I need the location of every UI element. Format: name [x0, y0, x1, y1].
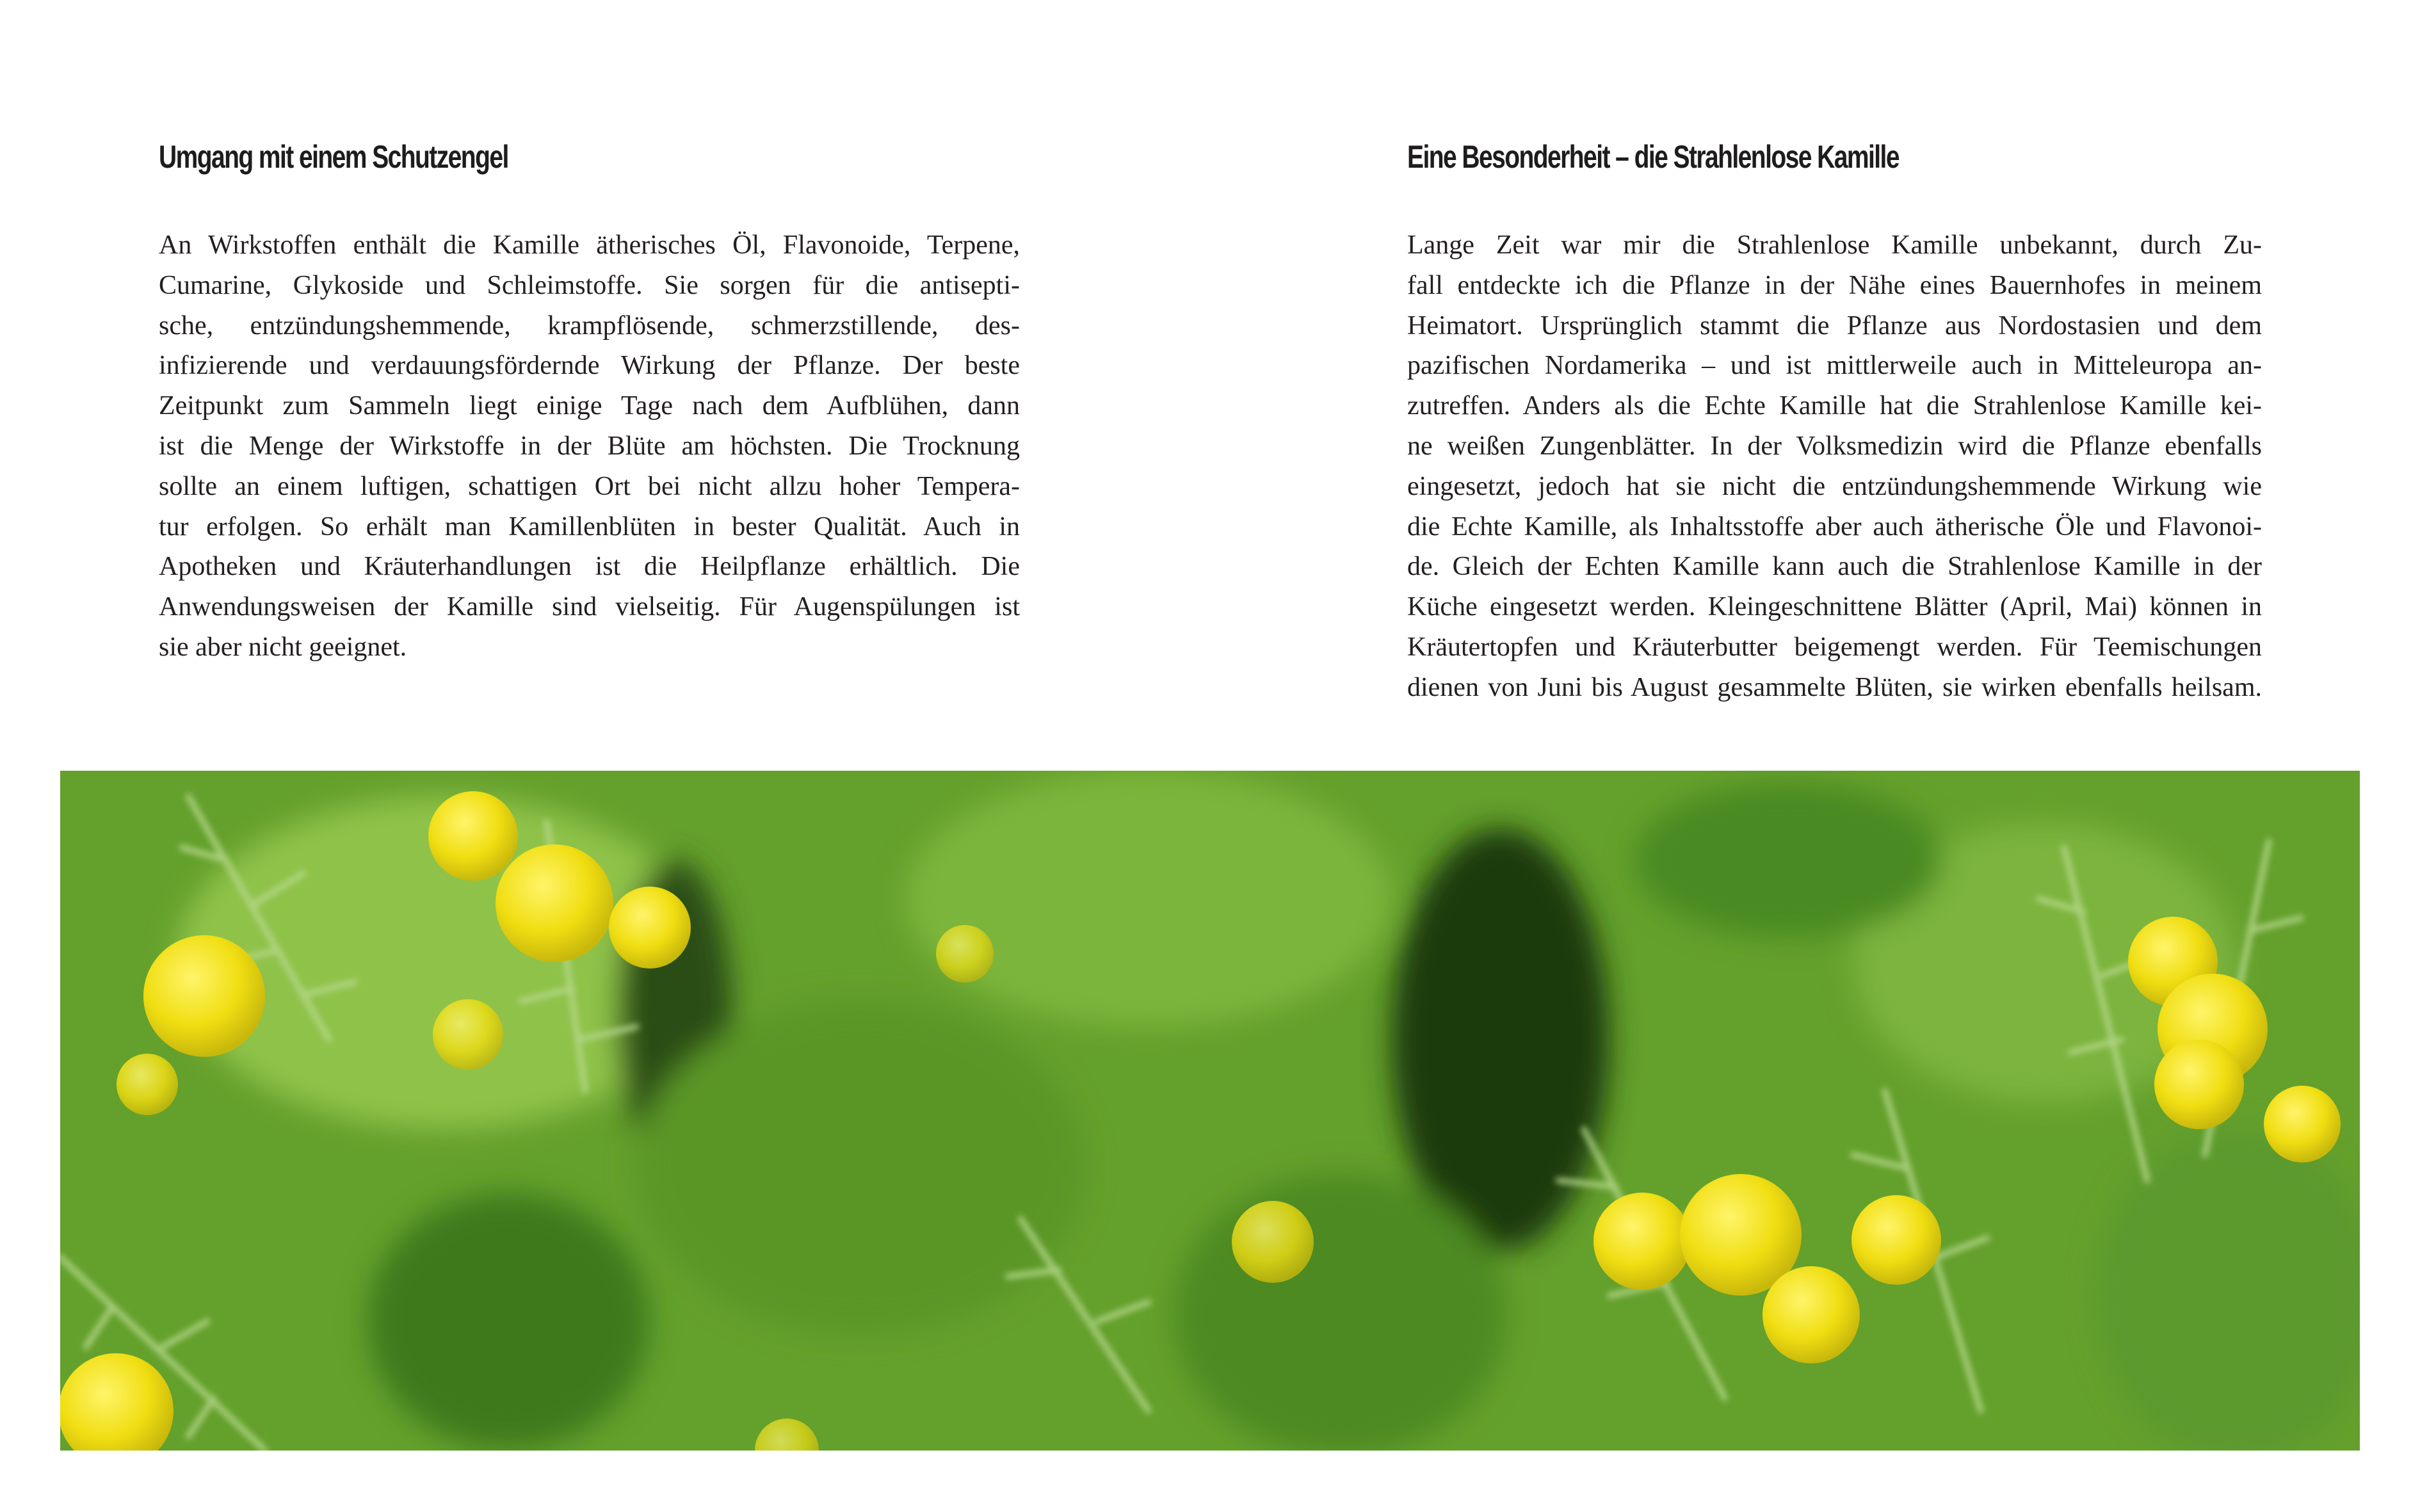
- right-heading: Eine Besonderheit – die Strahlenlose Kamille: [1407, 139, 1899, 175]
- text-line: fall entdeckte ich die Pflanze in der Nähe eines Bauernhofes in meinem: [1407, 270, 2262, 300]
- text-line: infizierende und verdauungsfördernde Wirkung der Pflanze. Der beste: [159, 351, 1020, 381]
- text-line: dienen von Juni bis August gesammelte Blüten, sie wirken ebenfalls heilsam.: [1407, 672, 2262, 702]
- text-line: ne weißen Zungenblätter. In der Volksmedizin wird die Pflanze ebenfalls: [1407, 431, 2262, 461]
- text-line: zutreffen. Anders als die Echte Kamille hat die Strahlenlose Kamille kei-: [1407, 391, 2262, 421]
- text-line: Kräutertopfen und Kräuterbutter beigemengt werden. Für Teemischungen: [1407, 632, 2262, 662]
- text-line: Anwendungsweisen der Kamille sind vielseitig. Für Augenspülungen ist: [159, 592, 1020, 622]
- chamomile-photo: [60, 771, 2360, 1451]
- text-line: Heimatort. Ursprünglich stammt die Pflanze aus Nordostasien und dem: [1407, 310, 2262, 341]
- text-line: eingesetzt, jedoch hat sie nicht die entzündungshemmende Wirkung wie: [1407, 471, 2262, 501]
- text-line: ist die Menge der Wirkstoffe in der Blüte am höchsten. Die Trocknung: [159, 431, 1020, 461]
- text-line: An Wirkstoffen enthält die Kamille ätherisches Öl, Flavonoide, Terpene,: [159, 230, 1020, 260]
- text-line: Küche eingesetzt werden. Kleingeschnittene Blätter (April, Mai) können in: [1407, 592, 2262, 622]
- left-body-text: [159, 225, 1020, 668]
- text-line: die Echte Kamille, als Inhaltsstoffe aber auch ätherische Öle und Flavonoi-: [1407, 511, 2262, 542]
- text-line: Lange Zeit war mir die Strahlenlose Kamille unbekannt, durch Zu-: [1407, 230, 2262, 260]
- text-line: de. Gleich der Echten Kamille kann auch die Strahlenlose Kamille in der: [1407, 552, 2262, 582]
- text-line: tur erfolgen. So erhält man Kamillenblüten in bester Qualität. Auch in: [159, 511, 1020, 542]
- text-line: Zeitpunkt zum Sammeln liegt einige Tage nach dem Aufblühen, dann: [159, 391, 1020, 421]
- text-line: sche, entzündungshemmende, krampflösende, schmerzstillende, des-: [159, 310, 1020, 341]
- text-line: sie aber nicht geeignet.: [159, 632, 407, 662]
- text-line: sollte an einem luftigen, schattigen Ort bei nicht allzu hoher Tempera-: [159, 471, 1020, 501]
- right-body-text: [1407, 225, 2262, 708]
- left-column: [159, 138, 1020, 668]
- text-line: pazifischen Nordamerika – und ist mittlerweile auch in Mitteleuropa an-: [1407, 351, 2262, 381]
- left-heading: Umgang mit einem Schutzengel: [159, 139, 508, 175]
- chamomile-photo-illustration: [60, 771, 2360, 1451]
- text-line: Cumarine, Glykoside und Schleimstoffe. Sie sorgen für die antisepti-: [159, 270, 1020, 300]
- text-line: Apotheken und Kräuterhandlungen ist die Heilpflanze erhältlich. Die: [159, 552, 1020, 582]
- right-column: [1407, 138, 2262, 708]
